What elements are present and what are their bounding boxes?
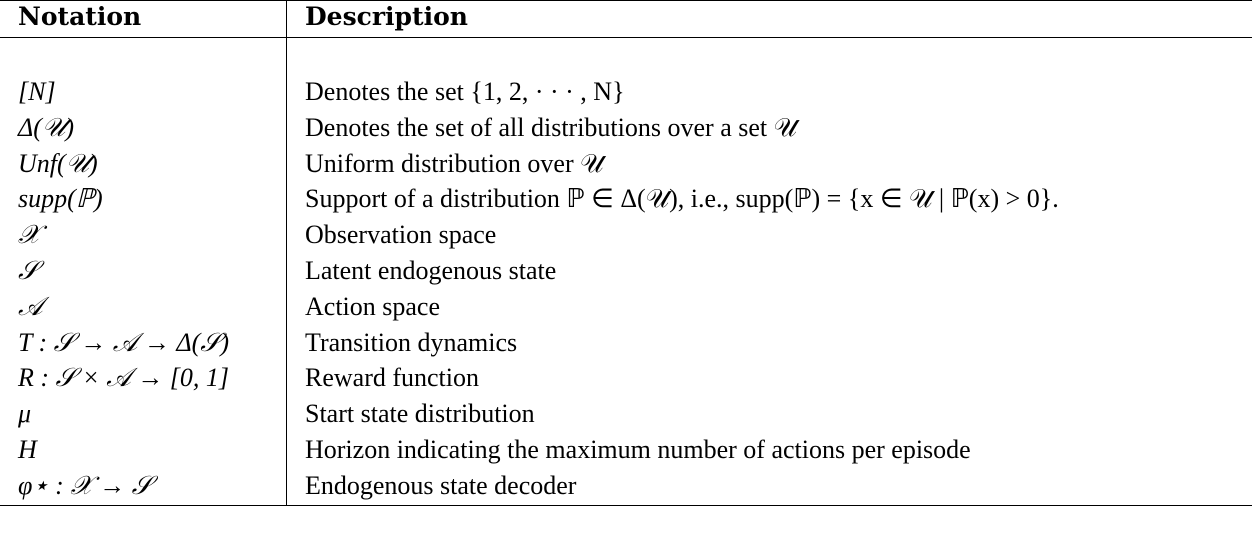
top-rule [0, 0, 1252, 1]
table-row [0, 181, 1252, 217]
description-cell: Denotes the set of all distributions over a set 𝒰 [305, 112, 798, 142]
notation-cell: T : 𝒮 → 𝒜 → Δ(𝒮) [18, 327, 230, 357]
notation-cell: Δ(𝒰) [18, 112, 74, 142]
table-row [0, 468, 1252, 504]
notation-cell: 𝒮 [18, 255, 39, 285]
description-cell: Start state distribution [305, 399, 535, 429]
table-row [0, 432, 1252, 468]
notation-cell: φ⋆ : 𝒳 → 𝒮 [18, 470, 152, 500]
table-body [0, 74, 1252, 504]
table-row [0, 396, 1252, 432]
bottom-rule [0, 505, 1252, 506]
description-cell: Latent endogenous state [305, 255, 557, 285]
description-cell: Observation space [305, 220, 497, 250]
table-row [0, 253, 1252, 289]
table-row [0, 146, 1252, 182]
description-cell: Horizon indicating the maximum number of actions per episode [305, 434, 971, 464]
header-description: Description [305, 2, 468, 31]
description-cell: Reward function [305, 363, 480, 393]
description-cell: Support of a distribution ℙ ∈ Δ(𝒰), i.e., supp(ℙ) = {x ∈ 𝒰 | ℙ(x) > 0}. [305, 184, 1059, 214]
table-row [0, 325, 1252, 361]
header-notation: Notation [18, 2, 142, 31]
description-cell: Action space [305, 291, 441, 321]
description-cell: Transition dynamics [305, 327, 518, 357]
table-row [0, 110, 1252, 146]
table-row [0, 74, 1252, 110]
description-cell: Uniform distribution over 𝒰 [305, 148, 604, 178]
notation-cell: R : 𝒮 × 𝒜 → [0, 1] [18, 363, 230, 393]
notation-cell: Unf(𝒰) [18, 148, 98, 178]
notation-cell: [N] [18, 77, 56, 106]
notation-cell: μ [18, 399, 32, 429]
notation-cell: 𝒳 [18, 220, 41, 250]
description-cell: Denotes the set {1, 2, · · · , N} [305, 77, 625, 106]
notation-cell: supp(ℙ) [18, 184, 103, 214]
header-rule [0, 37, 1252, 38]
table-row [0, 360, 1252, 396]
description-cell: Endogenous state decoder [305, 470, 577, 500]
table-row [0, 217, 1252, 253]
notation-cell: H [18, 434, 37, 464]
table-row [0, 289, 1252, 325]
notation-cell: 𝒜 [18, 291, 43, 321]
